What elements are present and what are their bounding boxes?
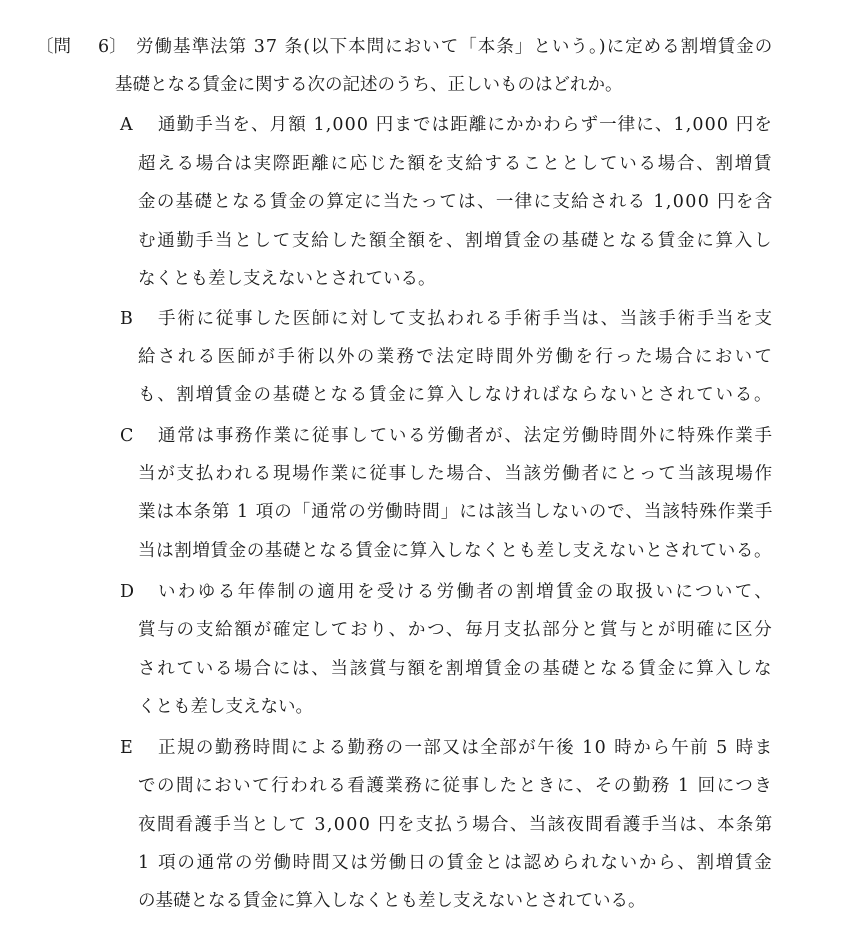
question-stem-line: 基礎となる賃金に関する次の記述のうち、正しいものはどれか。 <box>115 75 623 95</box>
option-a-letter: A <box>120 115 133 135</box>
option-b-letter: B <box>120 309 133 329</box>
question-number: 6〕 <box>98 37 127 57</box>
option-d-line: 賞与の支給額が確定しており、かつ、毎月支払部分と賞与とが明確に区分 <box>138 620 774 640</box>
option-e-line: 1 項の通常の労働時間又は労働日の賃金とは認められないから、割増賃金 <box>138 853 774 873</box>
option-c-line: 当は割増賃金の基礎となる賃金に算入しなくとも差し支えないとされている。 <box>138 541 773 561</box>
option-a-line: む通勤手当として支給した額全額を、割増賃金の基礎となる賃金に算入し <box>138 231 774 251</box>
option-d-line: されている場合には、当該賞与額を割増賃金の基礎となる賃金に算入しな <box>138 659 774 679</box>
option-b-line: 手術に従事した医師に対して支払われる手術手当は、当該手術手当を支 <box>158 309 774 329</box>
option-a-line: 超える場合は実際距離に応じた額を支給することとしている場合、割増賃 <box>138 154 774 174</box>
option-c-line: 通常は事務作業に従事している労働者が、法定労働時間外に特殊作業手 <box>158 426 774 446</box>
option-d-line: くとも差し支えない。 <box>138 697 313 717</box>
option-d-line: いわゆる年俸制の適用を受ける労働者の割増賃金の取扱いについて、 <box>158 582 775 602</box>
option-a-line: 通勤手当を、月額 1,000 円までは距離にかかわらず一律に、1,000 円を <box>158 115 773 135</box>
option-e-line: 夜間看護手当として 3,000 円を支払う場合、当該夜間看護手当は、本条第 <box>138 815 774 835</box>
option-c-line: 当が支払われる現場作業に従事した場合、当該労働者にとって当該現場作 <box>138 464 774 484</box>
option-e-letter: E <box>120 738 133 758</box>
option-e-line: での間において行われる看護業務に従事したときに、その勤務 1 回につき <box>138 776 774 796</box>
option-e-line: 正規の勤務時間による勤務の一部又は全部が午後 10 時から午前 5 時ま <box>158 738 774 758</box>
option-d-letter: D <box>120 582 135 602</box>
option-b-line: 給される医師が手術以外の業務で法定時間外労働を行った場合において <box>138 347 775 367</box>
option-a-line: なくとも差し支えないとされている。 <box>138 269 436 289</box>
question-label: 〔問 <box>36 37 71 57</box>
option-b-line: も、割増賃金の基礎となる賃金に算入しなければならないとされている。 <box>138 385 774 405</box>
option-e-line: の基礎となる賃金に算入しなくとも差し支えないとされている。 <box>138 891 646 911</box>
option-c-letter: C <box>120 426 134 446</box>
question-stem-line: 労働基準法第 37 条(以下本問において「本条」という。)に定める割増賃金の <box>136 37 774 57</box>
option-c-line: 業は本条第 1 項の「通常の労働時間」には該当しないので、当該特殊作業手 <box>138 502 774 522</box>
option-a-line: 金の基礎となる賃金の算定に当たっては、一律に支給される 1,000 円を含 <box>138 192 774 212</box>
